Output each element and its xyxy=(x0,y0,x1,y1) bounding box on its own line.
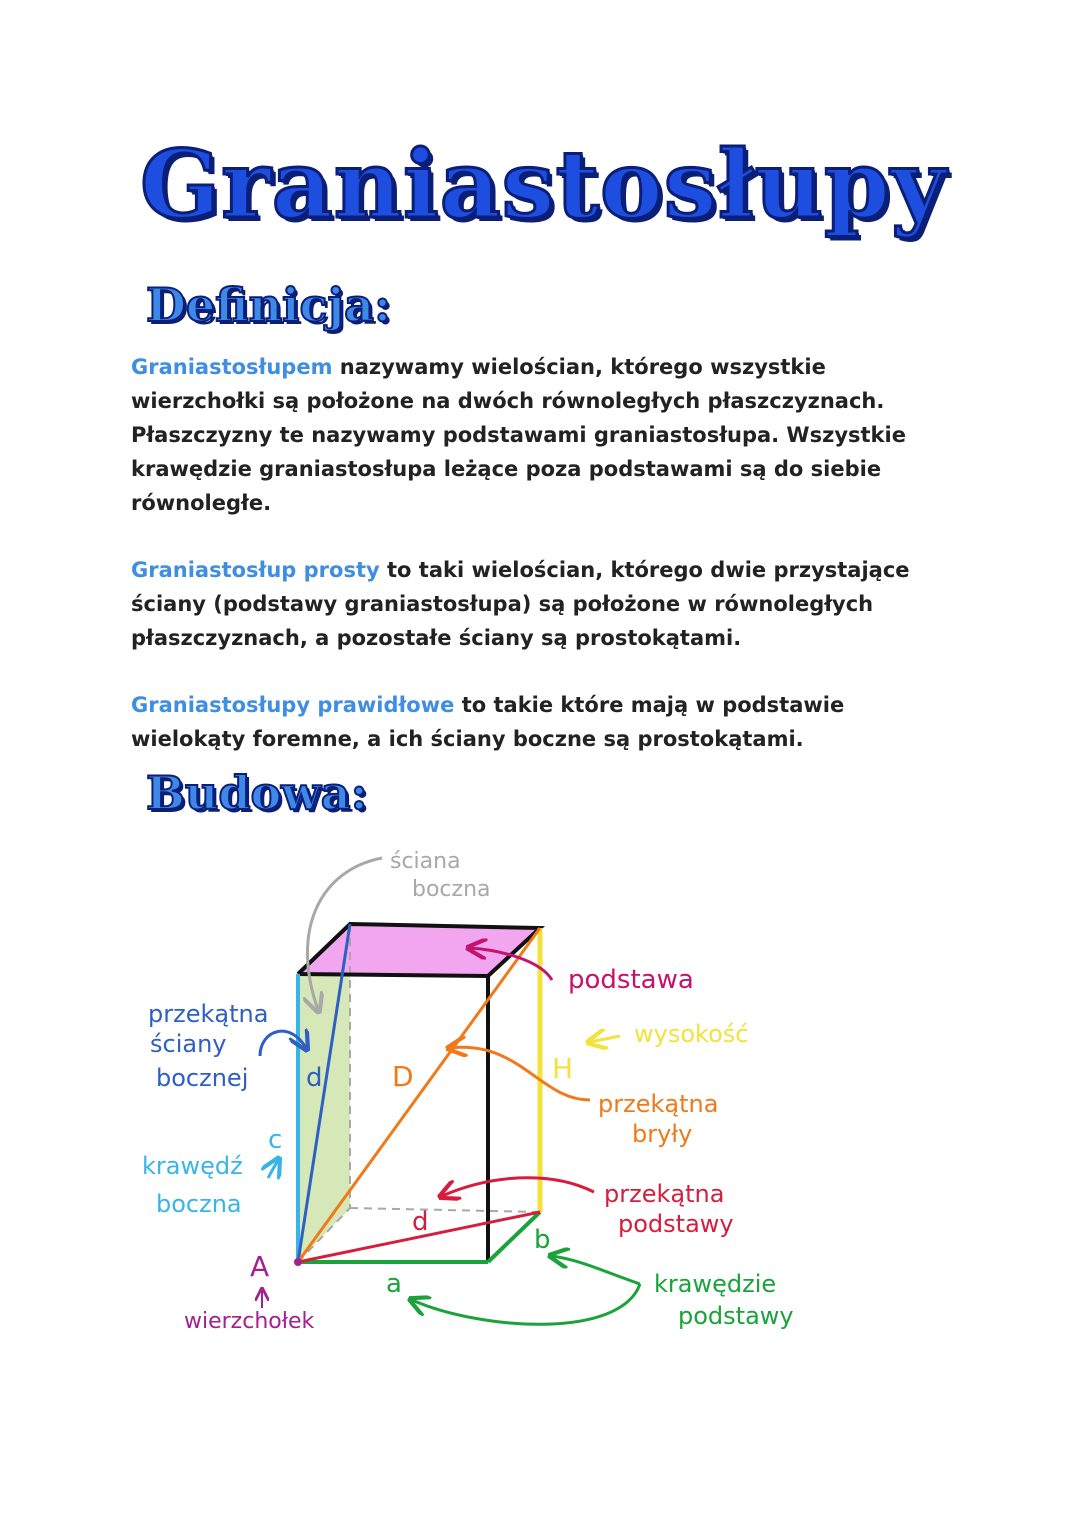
top-face-fill xyxy=(298,924,540,976)
label-vertex: wierzchołek xyxy=(184,1309,315,1334)
label-base: podstawa xyxy=(568,965,694,995)
side-edge-arrow xyxy=(268,1160,278,1178)
paragraph-regular-prism xyxy=(131,688,961,756)
term-regular-prism: Graniastosłupy prawidłowe xyxy=(131,693,455,717)
label-base-diagonal-l2: podstawy xyxy=(618,1210,734,1238)
label-base-diagonal-l1: przekątna xyxy=(604,1180,725,1208)
paragraph-prism-definition xyxy=(131,350,961,520)
label-height: wysokość xyxy=(634,1020,749,1048)
base-edges-arrow-b xyxy=(552,1256,640,1284)
label-side-face-l2: boczna xyxy=(412,877,491,902)
letter-A: A xyxy=(250,1250,270,1283)
section-heading-structure: Budowa: xyxy=(146,766,368,820)
letter-b: b xyxy=(534,1225,551,1255)
term-prism: Graniastosłupem xyxy=(131,355,333,379)
hidden-edge-back xyxy=(350,1208,540,1212)
letter-c: c xyxy=(268,1125,283,1155)
letter-a: a xyxy=(386,1269,402,1299)
term-right-prism: Graniastosłup prosty xyxy=(131,558,380,582)
paragraph-text: nazywamy wielościan, którego wszystkie wierzchołki są położone na dwóch równoległych płaszczyznach. Płaszczyzny te nazywamy podstawami graniastosłupa. Wszystkie krawędzie graniastosłupa leżące poza podstawami są do siebie równoległe. xyxy=(131,355,906,515)
base-edges-arrow-a xyxy=(412,1284,640,1324)
base-diagonal-arrow xyxy=(442,1178,594,1196)
letter-d-face: d xyxy=(306,1063,323,1093)
letter-H: H xyxy=(552,1052,574,1085)
prism-diagram xyxy=(120,830,840,1350)
vertex-A-dot xyxy=(294,1258,302,1266)
label-face-diagonal-l2: ściany xyxy=(150,1030,227,1058)
label-side-edge-l2: boczna xyxy=(156,1190,242,1218)
label-space-diagonal-l1: przekątna xyxy=(598,1090,719,1118)
label-space-diagonal-l2: bryły xyxy=(632,1120,693,1148)
section-heading-definition: Definicja: xyxy=(146,278,391,332)
label-base-edges-l2: podstawy xyxy=(678,1302,794,1330)
paragraph-text: to taki wielościan, którego dwie przystające ściany (podstawy graniastosłupa) są położone w równoległych płaszczyznach, a pozostałe ściany są prostokątami. xyxy=(131,558,910,650)
label-side-face-l1: ściana xyxy=(390,849,461,874)
label-side-edge-l1: krawędź xyxy=(142,1152,243,1180)
base-edge-b xyxy=(488,1212,540,1262)
letter-D: D xyxy=(392,1060,414,1093)
letter-d-base: d xyxy=(412,1207,429,1237)
paragraph-right-prism xyxy=(131,553,961,655)
label-face-diagonal-l3: bocznej xyxy=(156,1064,249,1092)
paragraph-text: to takie które mają w podstawie wielokąty foremne, a ich ściany boczne są prostokątami. xyxy=(131,693,845,751)
page-title: Graniastosłupy xyxy=(140,130,947,240)
label-face-diagonal-l1: przekątna xyxy=(148,1000,269,1028)
height-arrow xyxy=(590,1036,620,1042)
label-base-edges-l1: krawędzie xyxy=(654,1270,777,1298)
